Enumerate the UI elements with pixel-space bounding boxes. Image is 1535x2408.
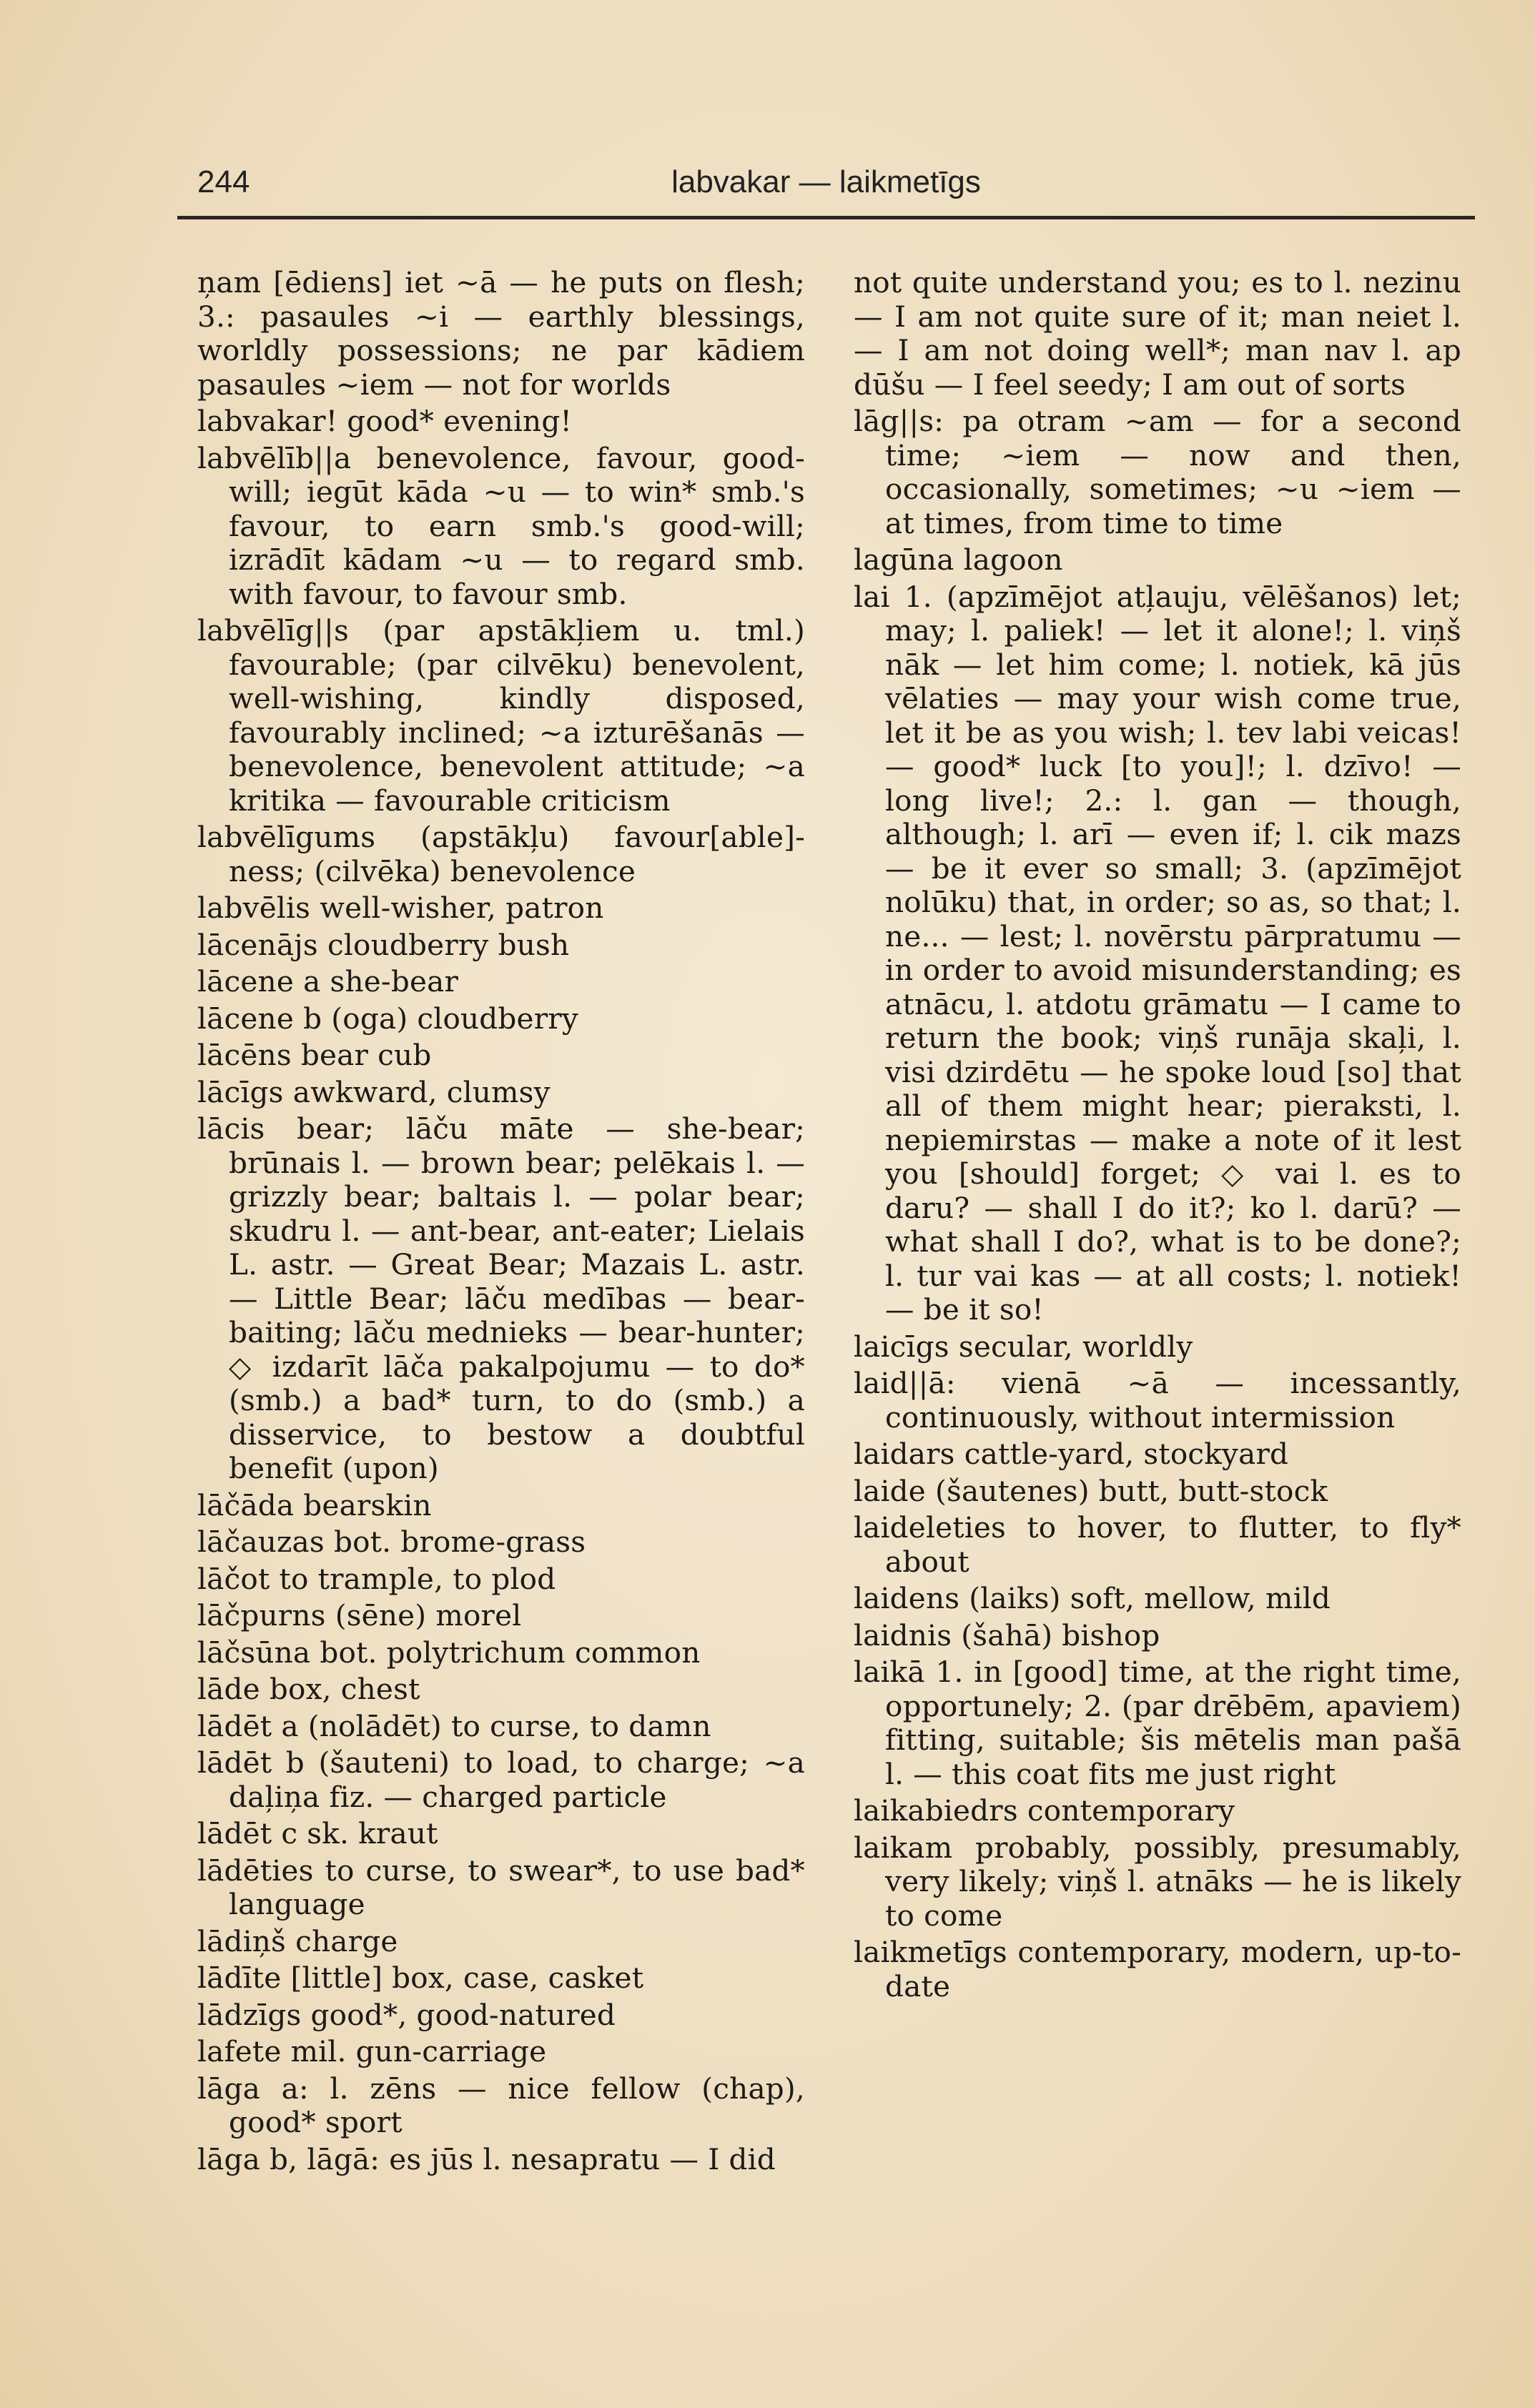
dictionary-entry: labvēlīgums (apstākļu) favour[able]-ness; (cilvēka) benevolence: [197, 820, 805, 888]
dictionary-entry: lādēt a (nolādēt) to curse, to damn: [197, 1708, 711, 1743]
right-column: [854, 266, 1461, 2006]
dictionary-entry: laidens (laiks) soft, mellow, mild: [854, 1581, 1331, 1615]
page-number: 244: [197, 164, 250, 199]
entry-continuation: not quite understand you; es to l. nezinu — I am not quite sure of it; man neiet l. — I am not doing well*; man nav l. ap dūšu — I feel seedy; I am out of sorts: [854, 265, 1461, 402]
dictionary-entry: labvēlīb||a benevolence, favour, good-will; iegūt kāda ~u — to win* smb.'s favour, to earn smb.'s good-will; izrādīt kādam ~u — to regard smb. with favour, to favour smb.: [197, 440, 805, 611]
dictionary-entry: lāga b, lāgā: es jūs l. nesapratu — I did: [197, 2141, 776, 2176]
dictionary-entry: labvakar! good* evening!: [197, 404, 572, 438]
dictionary-entry: lādzīgs good*, good-natured: [197, 1997, 616, 2032]
left-column: [197, 266, 805, 2179]
dictionary-entry: laikā 1. in [good] time, at the right time, opportunely; 2. (par drēbēm, apaviem) fitting, suitable; šis mētelis man pašā l. — this coat fits me just right: [854, 1655, 1461, 1791]
dictionary-entry: lācenājs cloudberry bush: [197, 927, 570, 962]
dictionary-entry: lāčot to trample, to plod: [197, 1561, 556, 1596]
entry-continuation: ņam [ēdiens] iet ~ā — he puts on flesh; 3.: pasaules ~i — earthly blessings, worldly possessions; ne par kādiem pasaules ~iem — not for worlds: [197, 265, 805, 402]
dictionary-entry: laikabiedrs contemporary: [854, 1793, 1235, 1828]
dictionary-entry: lācis bear; lāču māte — she-bear; brūnais l. — brown bear; pelēkais l. — grizzly bear; baltais l. — polar bear; skudru l. — ant-bear, ant-eater; Lielais L. astr. — Great Bear; Mazais L. astr. — Little Bear; lāču medības — bear-baiting; lāču mednieks — bear-hunter; ◇ izdarīt lāča pakalpojumu — to do* (smb.) a bad* turn, to do (smb.) a disservice, to bestow a doubtful benefit (upon): [197, 1111, 805, 1485]
dictionary-entry: lāg||s: pa otram ~am — for a second time; ~iem — now and then, occasionally, sometimes; ~u ~iem — at times, from time to time: [854, 404, 1461, 540]
dictionary-entry: labvēlīg||s (par apstākļiem u. tml.) favourable; (par cilvēku) benevolent, well-wishing, kindly disposed, favourably inclined; ~a izturēšanās — benevolence, benevolent attitude; ~a kritika — favourable criticism: [197, 613, 805, 818]
dictionary-entry: labvēlis well-wisher, patron: [197, 891, 604, 925]
dictionary-entry: laideleties to hover, to flutter, to fly* about: [854, 1510, 1461, 1579]
header-rule: [177, 216, 1475, 219]
running-head: labvakar — laikmetīgs: [671, 164, 981, 199]
dictionary-entry: laicīgs secular, worldly: [854, 1329, 1193, 1364]
dictionary-entry: lāčsūna bot. polytrichum common: [197, 1635, 701, 1670]
dictionary-entry: lācīgs awkward, clumsy: [197, 1074, 551, 1109]
dictionary-entry: lai 1. (apzīmējot atļauju, vēlēšanos) let; may; l. paliek! — let it alone!; l. viņš nāk — let him come; l. notiek, kā jūs vēlaties — may your wish come true, let it be as you wish; l. tev labi veicas! — good* luck [to you]!; l. dzīvo! — long live!; 2.: l. gan — though, although; l. arī — even if; l. cik mazs — be it ever so small; 3. (apzīmējot nolūku) that, in order; so as, so that; l. ne... — lest; l. novērstu pārpratumu — in order to avoid misunderstanding; es atnācu, l. atdotu grāmatu — I came to return the book; viņš runāja skaļi, l. visi dzirdētu — he spoke loud [so] that all of them might hear; pieraksti, l. nepiemirstas — make a note of it lest you [should] forget; ◇ vai l. es to daru? — shall I do it?; ko l. darū? — what shall I do?, what is to be done?; l. tur vai kas — at all costs; l. notiek! — be it so!: [854, 579, 1461, 1327]
dictionary-entry: lafete mil. gun-carriage: [197, 2034, 547, 2068]
dictionary-entry: lācene b (oga) cloudberry: [197, 1001, 578, 1036]
dictionary-entry: lādiņš charge: [197, 1923, 398, 1958]
dictionary-entry: laid||ā: vienā ~ā — incessantly, continuously, without intermission: [854, 1366, 1461, 1435]
dictionary-entry: laikam probably, possibly, presumably, very likely; viņš l. atnāks — he is likely to come: [854, 1830, 1461, 1933]
dictionary-entry: laidnis (šahā) bishop: [854, 1617, 1160, 1653]
dictionary-entry: lāčpurns (sēne) morel: [197, 1598, 522, 1632]
dictionary-entry: laide (šautenes) butt, butt-stock: [854, 1473, 1328, 1508]
dictionary-entry: lācene a she-bear: [197, 964, 459, 999]
dictionary-entry: lāčauzas bot. brome-grass: [197, 1525, 586, 1559]
dictionary-entry: lāga a: l. zēns — nice fellow (chap), good* sport: [197, 2071, 805, 2139]
dictionary-entry: lāčāda bearskin: [197, 1487, 432, 1522]
dictionary-entry: lādēt c sk. kraut: [197, 1816, 438, 1850]
dictionary-entry: lācēns bear cub: [197, 1038, 432, 1072]
dictionary-entry: laidars cattle-yard, stockyard: [854, 1437, 1289, 1471]
dictionary-entry: lādēties to curse, to swear*, to use bad* language: [197, 1853, 805, 1921]
dictionary-entry: lāde box, chest: [197, 1672, 420, 1706]
dictionary-entry: lādēt b (šauteni) to load, to charge; ~a daļiņa fiz. — charged particle: [197, 1745, 805, 1814]
dictionary-entry: laikmetīgs contemporary, modern, up-to-date: [854, 1935, 1461, 2003]
dictionary-entry: lagūna lagoon: [854, 542, 1063, 577]
page-header: [177, 159, 1475, 216]
dictionary-entry: lādīte [little] box, case, casket: [197, 1961, 644, 1995]
